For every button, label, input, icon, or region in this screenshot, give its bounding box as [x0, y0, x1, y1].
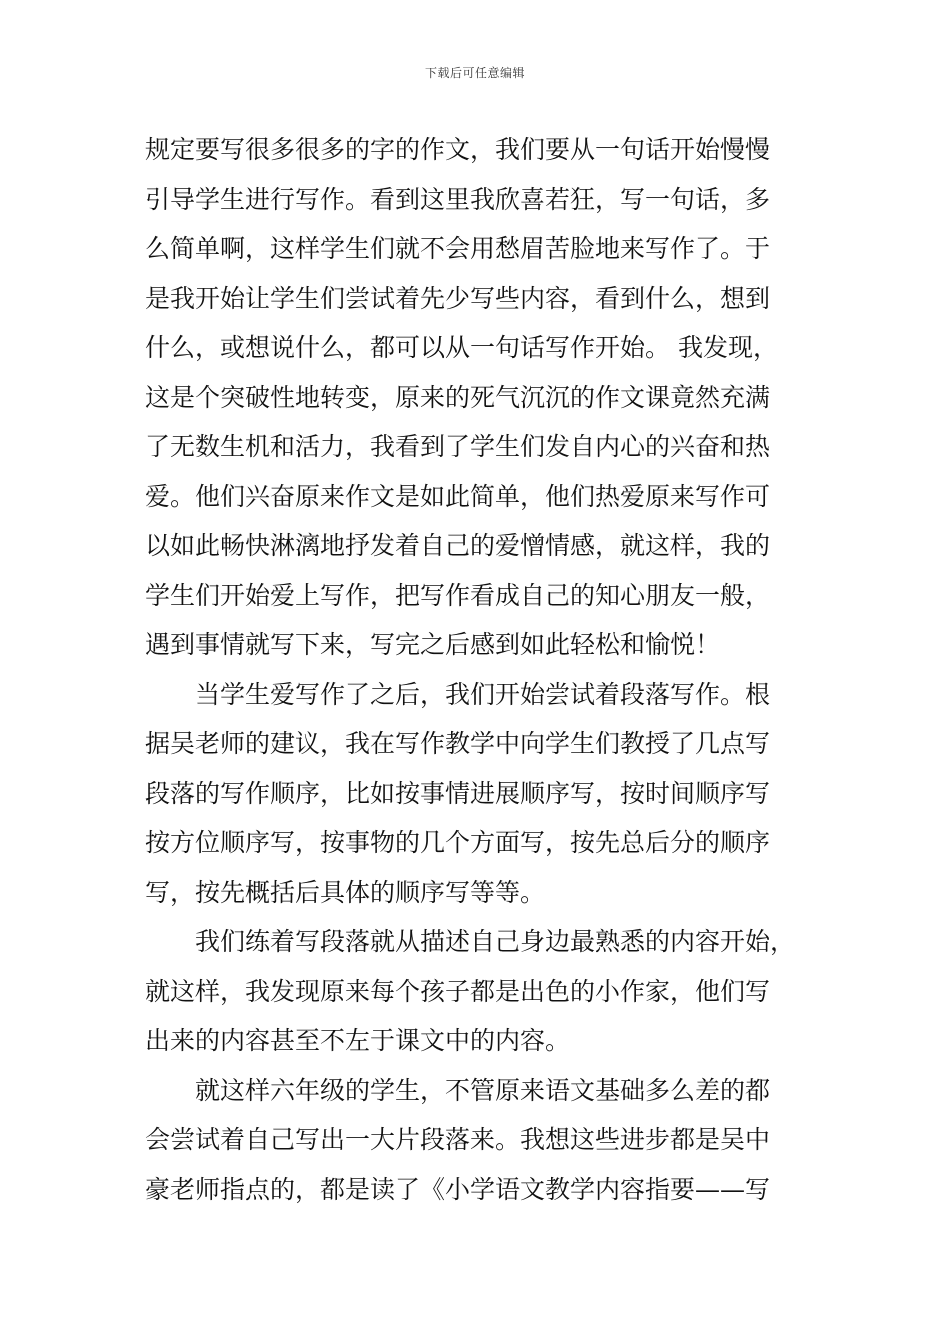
text-line: 遇到事情就写下来，写完之后感到如此轻松和愉悦！: [145, 630, 721, 659]
text-line: 么简单啊，这样学生们就不会用愁眉苦脸地来写作了。于: [145, 234, 771, 263]
text-line: 是我开始让学生们尝试着先少写些内容，看到什么，想到: [145, 283, 771, 313]
text-line: 什么，或想说什么，都可以从一句话写作开始。 我发现，: [145, 333, 778, 362]
text-line: 就这样，我发现原来每个孩子都是出色的小作家，他们写: [145, 976, 771, 1006]
text-line: 出来的内容甚至不左于课文中的内容。: [145, 1026, 571, 1055]
text-line: 引导学生进行写作。看到这里我欣喜若狂，写一句话，多: [145, 184, 771, 214]
text-line: 豪老师指点的，都是读了《小学语文教学内容指要——写: [145, 1174, 771, 1204]
text-line: 当学生爱写作了之后，我们开始尝试着段落写作。根: [195, 679, 771, 709]
text-line: 学生们开始爱上写作，把写作看成自己的知心朋友一般，: [145, 580, 771, 610]
text-line: 我们练着写段落就从描述自己身边最熟悉的内容开始，: [195, 927, 796, 956]
text-line: 会尝试着自己写出一大片段落来。我想这些进步都是吴中: [145, 1125, 771, 1154]
text-line: 按方位顺序写，按事物的几个方面写，按先总后分的顺序: [145, 828, 771, 857]
page-header: 下载后可任意编辑: [424, 66, 525, 80]
text-line: 据吴老师的建议，我在写作教学中向学生们教授了几点写: [145, 729, 771, 758]
text-line: 写，按先概括后具体的顺序写等等。: [145, 877, 546, 907]
text-line: 这是个突破性地转变，原来的死气沉沉的作文课竟然充满: [145, 382, 771, 412]
text-line: 爱。他们兴奋原来作文是如此简单，他们热爱原来写作可: [145, 481, 771, 511]
text-line: 以如此畅快淋漓地抒发着自己的爱憎情感，就这样，我的: [145, 531, 771, 560]
body-text: [145, 125, 825, 1214]
text-line: 就这样六年级的学生，不管原来语文基础多么差的都: [195, 1075, 771, 1105]
text-line: 规定要写很多很多的字的作文，我们要从一句话开始慢慢: [145, 135, 771, 164]
text-line: 段落的写作顺序，比如按事情进展顺序写，按时间顺序写: [145, 778, 771, 808]
text-line: 了无数生机和活力，我看到了学生们发自内心的兴奋和热: [145, 432, 771, 461]
